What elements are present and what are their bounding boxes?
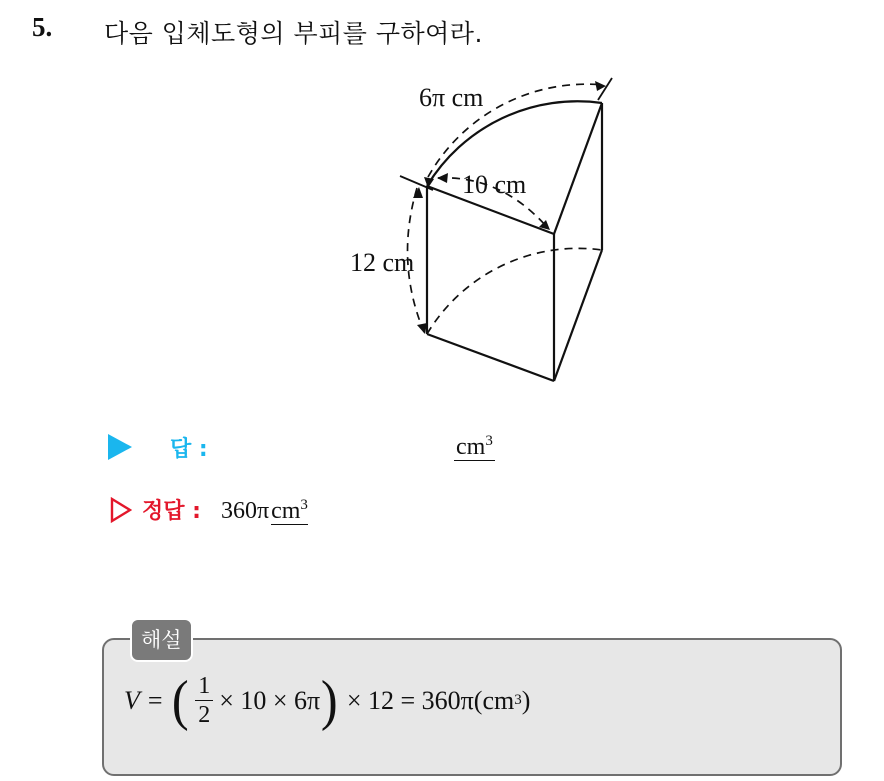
solution-unit-exp: 3 (300, 497, 308, 513)
left-paren: ( (171, 669, 189, 732)
formula-tail-exp: 3 (514, 692, 522, 708)
right-paren: ) (321, 669, 338, 732)
solution-label: 정답 : (142, 499, 201, 524)
formula-middle: × 10 × 6π (219, 685, 321, 715)
bottom-radius-edge (427, 334, 554, 381)
fraction-denominator: 2 (198, 702, 211, 728)
height-label: 12 cm (350, 248, 415, 277)
top-right-edge (554, 103, 602, 234)
explanation-tab: 해설 (130, 618, 193, 662)
answer-unit: cm (456, 434, 486, 460)
question-number: 5. (32, 12, 53, 42)
arc-label: 6π cm (419, 83, 484, 112)
answer-unit-exp: 3 (485, 433, 493, 449)
solution-row (110, 492, 308, 525)
formula-variable: V (124, 685, 140, 715)
solution-unit-text: cm (271, 498, 301, 524)
outline-triangle-icon (110, 497, 132, 523)
fraction-numerator: 1 (195, 672, 213, 701)
bottom-right-edge (554, 250, 602, 381)
formula-equals: = (147, 685, 163, 715)
formula-tail-close: ) (521, 685, 531, 715)
play-triangle-icon (108, 434, 132, 460)
formula-tail: × 12 = 360π(cm (346, 685, 515, 715)
solution-unit (271, 492, 308, 525)
question-text: 다음 입체도형의 부피를 구하여라. (104, 19, 483, 48)
explanation-formula (124, 669, 531, 732)
formula-fraction (195, 672, 213, 729)
answer-row (108, 430, 208, 463)
answer-blank (454, 428, 495, 461)
answer-label: 답 : (170, 437, 208, 462)
arrowheads (413, 81, 606, 334)
solution-value: 360π (220, 498, 270, 524)
radius-label: 10 cm (462, 170, 527, 199)
